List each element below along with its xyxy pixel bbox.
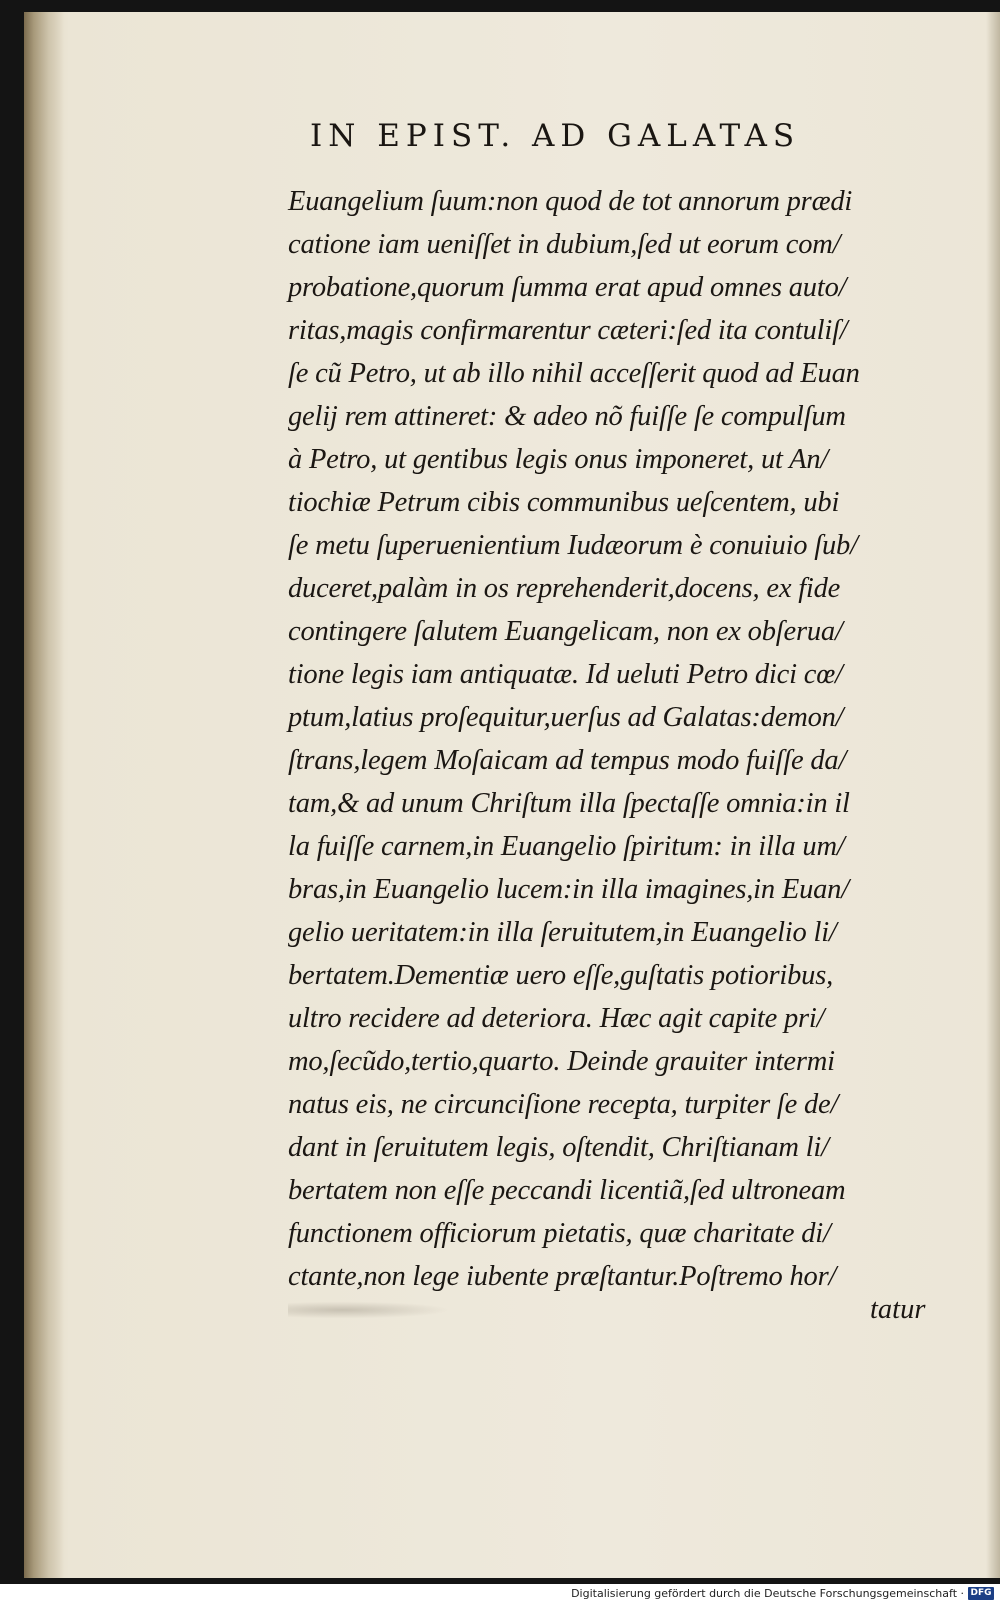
text-line: tiochiæ Petrum cibis communibus ueſcentem, ubi — [288, 487, 840, 518]
text-line: ptum,latius proſequitur,uerſus ad Galatas:demon/ — [288, 702, 844, 733]
text-line: probatione,quorum ſumma erat apud omnes auto/ — [288, 272, 847, 303]
body-text — [288, 180, 968, 1298]
text-line: bertatem non eſſe peccandi licentiã,ſed ultroneam — [288, 1175, 846, 1206]
text-line: catione iam ueniſſet in dubium,ſed ut eorum com/ — [288, 229, 841, 260]
text-line: ſtrans,legem Moſaicam ad tempus modo fuiſſe da/ — [288, 745, 847, 776]
text-line: tam,& ad unum Chriſtum illa ſpectaſſe omnia:in il — [288, 788, 850, 819]
text-line: gelio ueritatem:in illa ſeruitutem,in Euangelio li/ — [288, 917, 837, 948]
dfg-logo: DFG — [968, 1587, 994, 1600]
text-line: ultro recidere ad deteriora. Hæc agit capite pri/ — [288, 1003, 825, 1034]
text-line: duceret,palàm in os reprehenderit,docens, ex fide — [288, 573, 841, 604]
funding-credit: Digitalisierung gefördert durch die Deutsche Forschungsgemeinschaft · — [571, 1587, 964, 1600]
page-edge — [986, 12, 1000, 1578]
text-line: la fuiſſe carnem,in Euangelio ſpiritum: in illa um/ — [288, 831, 845, 862]
ink-smudge — [288, 1300, 468, 1320]
catchword: tatur — [870, 1294, 926, 1325]
text-line: à Petro, ut gentibus legis onus imponeret, ut An/ — [288, 444, 829, 475]
text-line: bras,in Euangelio lucem:in illa imagines,in Euan/ — [288, 874, 849, 905]
text-line: ritas,magis confirmarentur cæteri:ſed ita contuliſ/ — [288, 315, 848, 346]
footer-bar — [0, 1584, 1000, 1604]
text-line: functionem officiorum pietatis, quæ charitate di/ — [288, 1218, 831, 1249]
running-head: IN EPIST. AD GALATAS — [310, 118, 801, 154]
text-line: ſe metu ſuperuenientium Iudæorum è conuiuio ſub/ — [288, 530, 858, 561]
text-line: natus eis, ne circunciſione recepta, turpiter ſe de/ — [288, 1089, 839, 1120]
text-line: contingere ſalutem Euangelicam, non ex obſerua/ — [288, 616, 843, 647]
text-line: mo,ſecũdo,tertio,quarto. Deinde grauiter intermi — [288, 1046, 835, 1077]
text-line: dant in ſeruitutem legis, oſtendit, Chriſtianam li/ — [288, 1132, 829, 1163]
text-line: ſe cũ Petro, ut ab illo nihil acceſſerit quod ad Euan — [288, 358, 860, 389]
text-line: Euangelium ſuum:non quod de tot annorum prædi — [288, 186, 853, 217]
page-gutter — [24, 12, 64, 1578]
text-line: tione legis iam antiquatæ. Id ueluti Petro dici cœ/ — [288, 659, 843, 690]
text-line: gelij rem attineret: & adeo nõ fuiſſe ſe compulſum — [288, 401, 846, 432]
text-line: ctante,non lege iubente præſtantur.Poſtremo hor/ — [288, 1261, 837, 1292]
text-line: bertatem.Dementiæ uero eſſe,guſtatis potioribus, — [288, 960, 834, 991]
